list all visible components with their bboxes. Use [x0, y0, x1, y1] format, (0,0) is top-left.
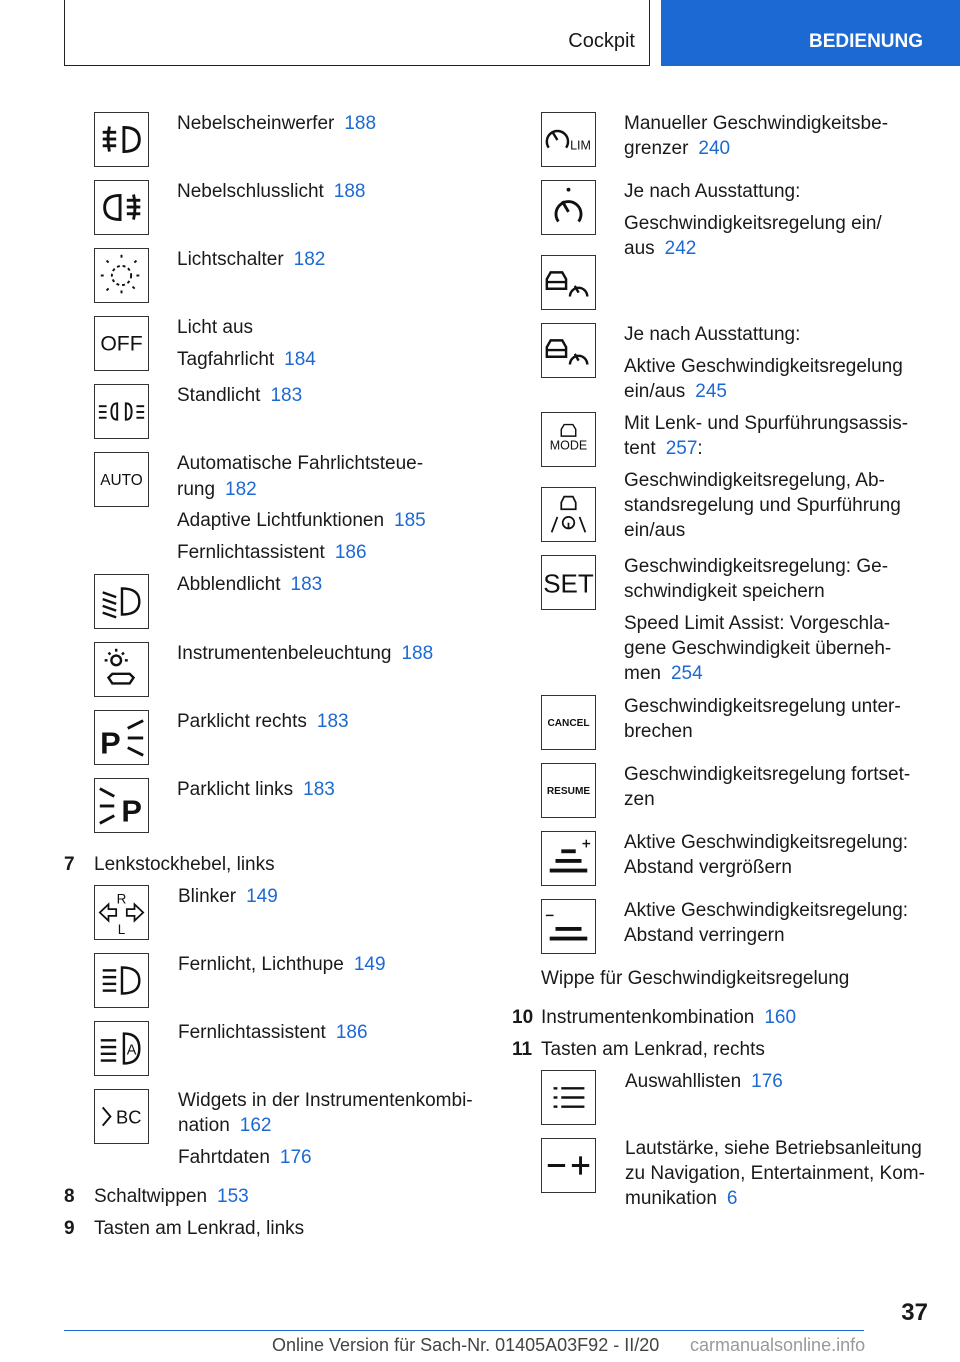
- page-ref-link[interactable]: 254: [670, 663, 703, 684]
- text-selection-lists: Auswahllisten 176: [625, 1071, 783, 1092]
- text-set-3: Speed Limit Assist: Vorgeschla-: [624, 613, 891, 634]
- text-parking-left: Parklicht links 183: [177, 779, 335, 800]
- header-section-title: Cockpit: [568, 30, 635, 52]
- active-cruise-icon-1: [541, 255, 596, 310]
- icon-text-off: OFF: [100, 332, 143, 356]
- icon-text-a: A: [126, 1042, 137, 1059]
- text-fog-light: Nebelscheinwerfer 188: [177, 113, 377, 134]
- parking-light-right-icon: [94, 710, 149, 765]
- icon-text-bc: BC: [116, 1106, 142, 1128]
- speed-limiter-icon: [541, 112, 596, 167]
- fog-light-icon: [94, 112, 149, 167]
- active-cruise-icon-2: [541, 323, 596, 378]
- icon-text-p-left: P: [121, 793, 142, 829]
- page-ref-link[interactable]: 182: [293, 249, 326, 270]
- text-active-cruise-1: Aktive Geschwindigkeitsregelung: [624, 356, 903, 377]
- light-off-icon: [94, 316, 149, 371]
- text-resume-1: Geschwindigkeitsregelung fortset-: [624, 764, 911, 785]
- auto-light-icon: [94, 452, 149, 507]
- page-ref-link[interactable]: 186: [335, 1022, 368, 1043]
- text-high-beam-assist-2: Fernlichtassistent 186: [178, 1022, 368, 1043]
- text-auto-light-1: Automatische Fahrlichtsteue-: [177, 453, 424, 474]
- page-ref-link[interactable]: 188: [401, 643, 434, 664]
- page-ref-link[interactable]: 182: [225, 479, 257, 500]
- item-number-7: 7: [64, 854, 75, 875]
- icon-text-l: L: [117, 922, 126, 938]
- cancel-button-icon: [541, 695, 596, 750]
- parking-light-left-icon: [94, 778, 149, 833]
- text-active-cruise-2: ein/aus 245: [624, 381, 727, 402]
- text-cruise-1: Geschwindigkeitsregelung ein/: [624, 213, 882, 234]
- text-cancel-2: brechen: [624, 721, 693, 742]
- footer-divider: [64, 1330, 864, 1331]
- item-number-9: 9: [64, 1218, 75, 1239]
- icon-text-r: R: [116, 891, 127, 907]
- page-ref-link[interactable]: 176: [279, 1147, 312, 1168]
- text-parking-right: Parklicht rechts 183: [177, 711, 349, 732]
- distance-decrease-icon: [541, 899, 596, 954]
- page-ref-link[interactable]: 185: [394, 510, 426, 531]
- text-high-beam: Fernlicht, Lichthupe 149: [178, 954, 386, 975]
- text-light-off: Licht aus: [177, 317, 254, 338]
- text-speed-limiter-2: grenzer 240: [624, 138, 731, 159]
- text-lane-assist-4: standsregelung und Spurführung: [624, 495, 901, 516]
- parking-light-icon: [94, 384, 149, 439]
- text-rocker: Wippe für Geschwindigkeitsregelung: [541, 968, 850, 989]
- page-ref-link[interactable]: 183: [290, 574, 323, 595]
- text-cancel-1: Geschwindigkeitsregelung unter-: [624, 696, 901, 717]
- page-ref-link[interactable]: 149: [353, 954, 386, 975]
- text-volume-1: Lautstärke, siehe Betriebsanleitung: [625, 1138, 922, 1159]
- text-volume-3: munikation 6: [625, 1188, 738, 1209]
- page-ref-link[interactable]: 149: [246, 886, 278, 907]
- cruise-control-icon: [541, 180, 596, 235]
- text-shift-paddles: Schaltwippen 153: [94, 1186, 249, 1207]
- icon-text-resume: RESUME: [546, 785, 591, 797]
- high-beam-icon: [94, 953, 149, 1008]
- icon-text-set: SET: [543, 568, 594, 599]
- text-light-switch: Lichtschalter 182: [177, 249, 326, 270]
- page-ref-link[interactable]: 176: [751, 1071, 783, 1092]
- text-set-1: Geschwindigkeitsregelung: Ge-: [624, 556, 889, 577]
- page-ref-link[interactable]: 6: [726, 1188, 738, 1209]
- page-ref-link[interactable]: 257: [665, 438, 698, 459]
- header-section-box: [64, 0, 650, 66]
- text-set-5: men 254: [624, 663, 703, 684]
- text-set-2: schwindigkeit speichern: [624, 581, 825, 602]
- volume-icon: [541, 1138, 596, 1193]
- header-chapter-title: BEDIENUNG: [809, 31, 924, 52]
- text-wheel-buttons-right: Tasten am Lenkrad, rechts: [541, 1039, 765, 1060]
- lane-assist-icon: [541, 487, 596, 542]
- turn-signal-icon: [94, 885, 149, 940]
- page-ref-link[interactable]: 183: [316, 711, 349, 732]
- mode-button-icon: [541, 412, 596, 467]
- icon-text-cancel: CANCEL: [547, 717, 590, 729]
- footer-text: Online Version für Sach-Nr. 01405A03F92 - II/20: [272, 1335, 660, 1355]
- text-rear-fog-light: Nebelschlusslicht 188: [177, 181, 366, 202]
- text-distance-inc-2: Abstand vergrößern: [624, 857, 792, 878]
- distance-increase-icon: [541, 831, 596, 886]
- text-auto-light-2: rung 182: [177, 479, 257, 500]
- text-resume-2: zen: [624, 789, 655, 810]
- set-button-icon: [541, 555, 596, 610]
- text-widgets-1: Widgets in der Instrumentenkombi-: [178, 1090, 473, 1111]
- page-ref-link[interactable]: 183: [270, 385, 303, 406]
- item-number-8: 8: [64, 1186, 75, 1207]
- item-number-11: 11: [512, 1039, 533, 1060]
- text-trip-data: Fahrtdaten 176: [178, 1147, 312, 1168]
- light-switch-icon: [94, 248, 149, 303]
- page-ref-link[interactable]: 160: [764, 1007, 797, 1028]
- text-cruise-2: aus 242: [624, 238, 697, 259]
- page-ref-link[interactable]: 240: [698, 138, 731, 159]
- rear-fog-light-icon: [94, 180, 149, 235]
- item-number-10: 10: [512, 1007, 534, 1028]
- text-instrument-cluster: Instrumentenkombination 160: [541, 1007, 797, 1028]
- page-ref-link[interactable]: 186: [334, 542, 367, 563]
- text-lever-left: Lenkstockhebel, links: [94, 854, 275, 875]
- text-speed-limiter-1: Manueller Geschwindigkeitsbe-: [624, 113, 889, 134]
- text-low-beam: Abblendlicht 183: [177, 574, 323, 595]
- page-ref-link[interactable]: 184: [284, 349, 316, 370]
- icon-text-lim: LIM: [570, 138, 591, 153]
- text-lane-assist-1: Mit Lenk- und Spurführungsassis-: [624, 413, 909, 434]
- page-ref-link[interactable]: 188: [344, 113, 377, 134]
- text-set-4: gene Geschwindigkeit überneh-: [624, 638, 892, 659]
- text-equipment-1: Je nach Ausstattung:: [624, 181, 801, 202]
- text-adaptive-light: Adaptive Lichtfunktionen 185: [177, 510, 426, 531]
- page-ref-link[interactable]: 162: [239, 1115, 272, 1136]
- text-instrument-lighting: Instrumentenbeleuchtung 188: [177, 643, 434, 664]
- resume-button-icon: [541, 763, 596, 818]
- text-lane-assist-3: Geschwindigkeitsregelung, Ab-: [624, 470, 885, 491]
- text-distance-dec-2: Abstand verringern: [624, 925, 785, 946]
- text-lane-assist-5: ein/aus: [624, 520, 686, 541]
- high-beam-assist-icon: [94, 1021, 149, 1076]
- page-ref-link[interactable]: 188: [333, 181, 366, 202]
- text-parking-light: Standlicht 183: [177, 385, 303, 406]
- icon-text-auto: AUTO: [100, 471, 143, 489]
- footer-watermark: carmanualsonline.info: [690, 1335, 866, 1355]
- text-high-beam-assist-1: Fernlichtassistent 186: [177, 542, 367, 563]
- bc-button-icon: [94, 1089, 149, 1144]
- text-widgets-2: nation 162: [178, 1115, 272, 1136]
- icon-text-p-right: P: [100, 725, 121, 761]
- text-distance-inc-1: Aktive Geschwindigkeitsregelung:: [624, 832, 909, 853]
- text-distance-dec-1: Aktive Geschwindigkeitsregelung:: [624, 900, 909, 921]
- selection-list-icon: [541, 1070, 596, 1125]
- header-chapter-tab: [661, 0, 960, 66]
- text-equipment-2: Je nach Ausstattung:: [624, 324, 801, 345]
- page-number: 37: [901, 1299, 928, 1326]
- text-wheel-buttons-left: Tasten am Lenkrad, links: [94, 1218, 305, 1239]
- page-ref-link[interactable]: 183: [303, 779, 335, 800]
- icon-text-mode: MODE: [549, 438, 588, 453]
- page-ref-link[interactable]: 153: [217, 1186, 249, 1207]
- page-ref-link[interactable]: 242: [664, 238, 697, 259]
- text-daytime-light: Tagfahrlicht 184: [177, 349, 316, 370]
- instrument-lighting-icon: [94, 642, 149, 697]
- low-beam-icon: [94, 574, 149, 629]
- text-lane-assist-2: tent 257:: [624, 438, 703, 459]
- text-volume-2: zu Navigation, Entertainment, Kom-: [625, 1163, 925, 1184]
- text-turn-signal: Blinker 149: [178, 886, 278, 907]
- page-ref-link[interactable]: 245: [695, 381, 727, 402]
